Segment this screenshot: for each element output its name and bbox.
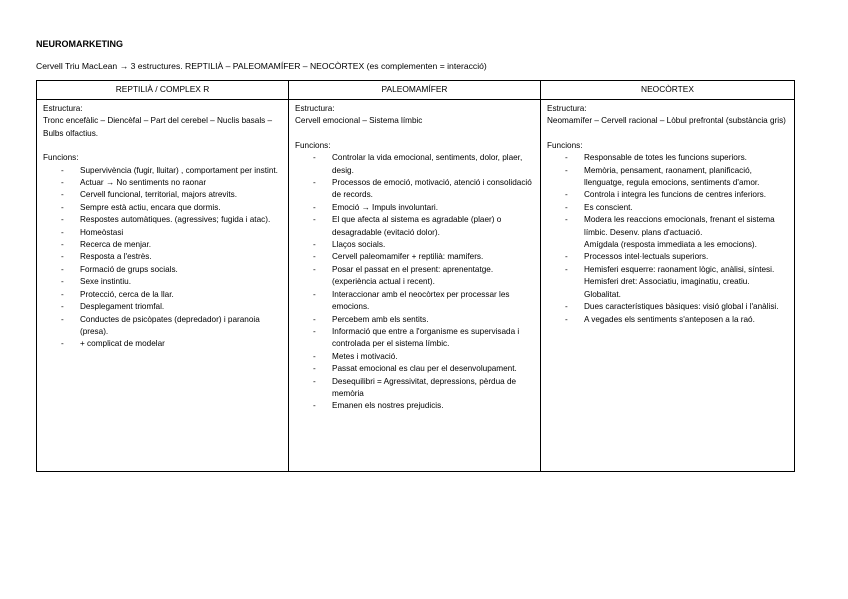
functions-list (295, 152, 534, 413)
function-item: - Supervivència (fugir, lluitar) , comportament per instint. (43, 165, 282, 177)
function-item: - Emoció → Impuls involuntari. (295, 202, 534, 214)
function-item: - Controla i integra les funcions de centres inferiors. (547, 189, 788, 201)
table-body-row (37, 100, 795, 472)
functions-label: Funcions: (547, 140, 583, 150)
function-item: - Formació de grups socials. (43, 264, 282, 276)
function-item: - Cervell funcional, territorial, majors atrevits. (43, 189, 282, 201)
function-item: - Controlar la vida emocional, sentiments, dolor, plaer, desig. (295, 152, 534, 177)
function-item: - Desequilibri = Agressivitat, depressions, pèrdua de memòria (295, 376, 534, 401)
function-item: - Passat emocional es clau per el desenvolupament. (295, 363, 534, 375)
function-item: - Interaccionar amb el neocòrtex per processar les emocions. (295, 289, 534, 314)
function-item: - Sexe instintiu. (43, 276, 282, 288)
functions-list (43, 165, 282, 351)
structure-text: Cervell emocional – Sistema límbic (295, 116, 423, 126)
function-item: - Percebem amb els sentits. (295, 314, 534, 326)
document-subtitle: Cervell Triu MacLean → 3 estructures. REPTILIÀ – PALEOMAMÍFER – NEOCÒRTEX (es complementen = interacció) (36, 61, 487, 71)
function-item: - Memòria, pensament, raonament, planificació, llenguatge, regula emocions, sentiments d'amor. (547, 165, 788, 190)
function-item: - El que afecta al sistema es agradable (plaer) o desagradable (evitació dolor). (295, 214, 534, 239)
structure-label: Estructura: (295, 104, 335, 113)
function-item: - Informació que entre a l'organisme es supervisada i controlada per el sistema límbic. (295, 326, 534, 351)
function-item: - Sempre està actiu, encara que dormis. (43, 202, 282, 214)
function-item: - Conductes de psicòpates (depredador) i paranoia (presa). (43, 314, 282, 339)
function-item: - Es conscient. (547, 202, 788, 214)
header-paleomammalian: PALEOMAMÍFER (289, 81, 541, 100)
function-item: - Posar el passat en el present: aprenentatge. (experiència actual i recent). (295, 264, 534, 289)
function-item: - Responsable de totes les funcions superiors. (547, 152, 788, 164)
function-item: - Recerca de menjar. (43, 239, 282, 251)
structure-text: Tronc encefàlic – Diencèfal – Part del cerebel – Nuclis basals – Bulbs olfactius. (43, 116, 273, 138)
document-title: NEUROMARKETING (36, 39, 123, 49)
function-item: - Llaços socials. (295, 239, 534, 251)
function-item: - A vegades els sentiments s'anteposen a la raó. (547, 314, 788, 326)
structure-text: Neomamífer – Cervell racional – Lòbul prefrontal (substància gris) (547, 116, 786, 126)
function-item: - Metes i motivació. (295, 351, 534, 363)
function-item: - Protecció, cerca de la llar. (43, 289, 282, 301)
header-neocortex: NEOCÒRTEX (541, 81, 795, 100)
cell-reptilian (37, 100, 289, 472)
function-item: - Respostes automàtiques. (agressives; fugida i atac). (43, 214, 282, 226)
function-item: - Cervell paleomamifer + reptilià: mamifers. (295, 251, 534, 263)
function-item: - Dues característiques bàsiques: visió global i l'anàlisi. (547, 301, 788, 313)
cell-paleomammalian (289, 100, 541, 472)
structure-label: Estructura: (547, 104, 587, 113)
functions-list (547, 152, 788, 326)
function-item: - Actuar → No sentiments no raonar (43, 177, 282, 189)
function-item: - Homeòstasi (43, 227, 282, 239)
functions-label: Funcions: (295, 140, 331, 150)
function-item: - Desplegament triomfal. (43, 301, 282, 313)
brain-structures-table (36, 80, 795, 472)
table-header-row (37, 81, 795, 100)
function-continuation: Amígdala (resposta immediata a les emocions). (584, 240, 757, 250)
structure-label: Estructura: (43, 104, 83, 113)
header-reptilian: REPTILIÀ / COMPLEX R (37, 81, 289, 100)
function-item: - Processos de emoció, motivació, atenció i consolidació de records. (295, 177, 534, 202)
function-item: - + complicat de modelar (43, 338, 282, 350)
function-item: - Hemisferi esquerre: raonament lògic, anàlisi, síntesi. (547, 264, 788, 276)
function-item: - Resposta a l'estrès. (43, 251, 282, 263)
functions-label: Funcions: (43, 153, 79, 163)
cell-neocortex (541, 100, 795, 472)
function-item: - Modera les reaccions emocionals, frenant el sistema límbic. Desenv. plans d'actuació. (547, 214, 788, 239)
function-continuation: Hemisferi dret: Associatiu, imaginatiu, creatiu. Globalitat. (584, 277, 750, 299)
function-item: - Emanen els nostres prejudicis. (295, 400, 534, 412)
function-item: - Processos intel·lectuals superiors. (547, 251, 788, 263)
